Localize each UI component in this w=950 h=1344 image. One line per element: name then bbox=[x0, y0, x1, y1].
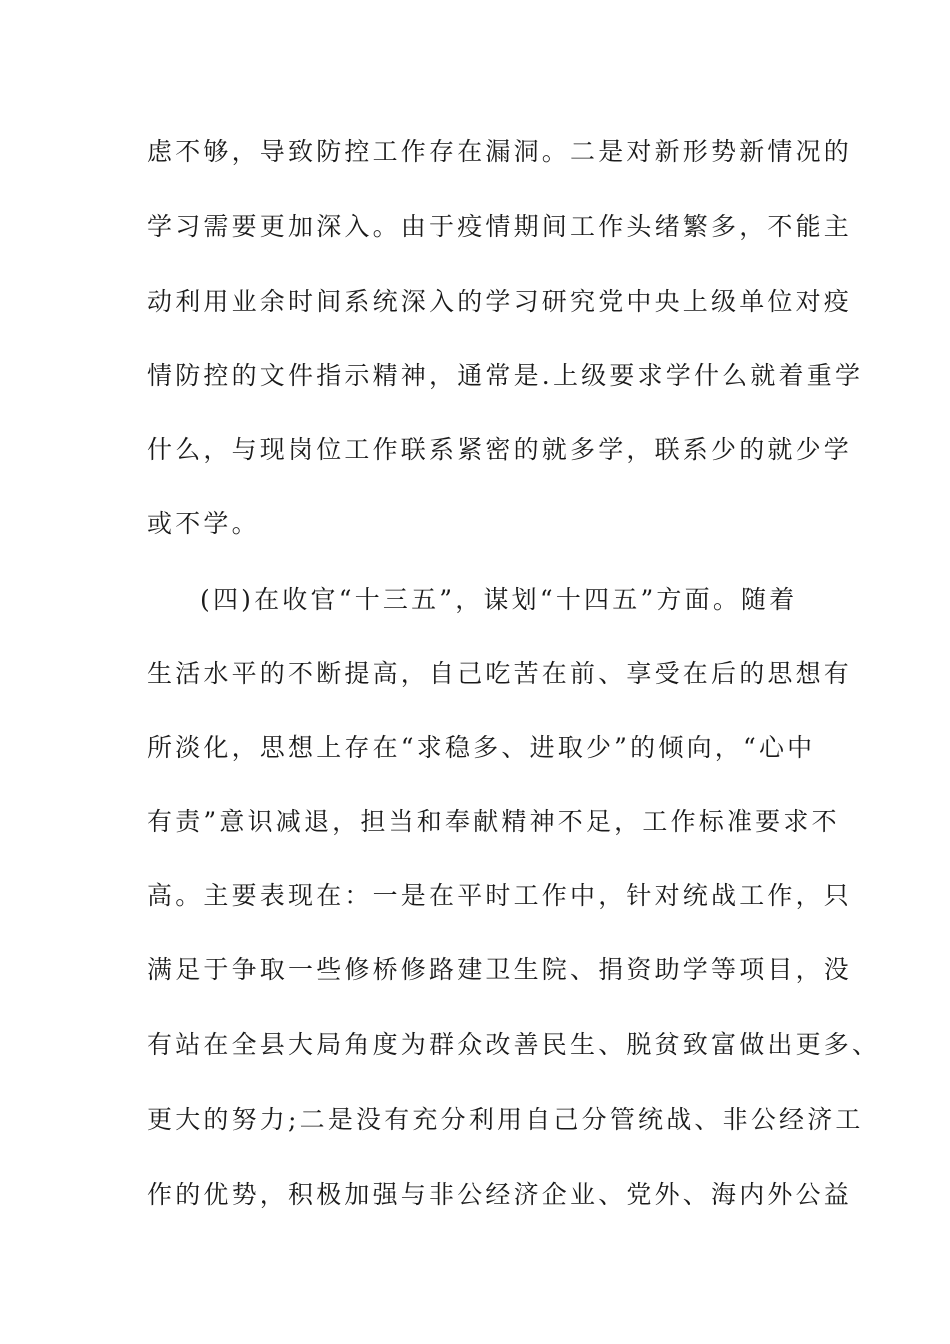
text-line: 高。主要表现在：一是在平时工作中，针对统战工作，只 bbox=[147, 881, 853, 910]
text-line: 动利用业余时间系统深入的学习研究党中央上级单位对疫 bbox=[147, 287, 853, 316]
text-line: 有站在全县大局角度为群众改善民生、脱贫致富做出更多、 bbox=[147, 1030, 881, 1059]
paragraph-heading-line: (四)在收官“十三五”，谋划“十四五”方面。随着 bbox=[200, 585, 798, 614]
text-line: 情防控的文件指示精神，通常是.上级要求学什么就着重学 bbox=[147, 361, 864, 390]
text-line: 什么，与现岗位工作联系紧密的就多学，联系少的就少学 bbox=[147, 435, 853, 464]
text-line: 有责”意识减退，担当和奉献精神不足，工作标准要求不 bbox=[147, 807, 840, 836]
text-line: 满足于争取一些修桥修路建卫生院、捐资助学等项目，没 bbox=[147, 955, 853, 984]
text-line: 生活水平的不断提高，自己吃苦在前、享受在后的思想有 bbox=[147, 659, 853, 688]
text-line: 虑不够，导致防控工作存在漏洞。二是对新形势新情况的 bbox=[147, 137, 853, 166]
text-line: 学习需要更加深入。由于疫情期间工作头绪繁多，不能主 bbox=[147, 212, 853, 241]
text-line: 或不学。 bbox=[147, 509, 260, 538]
text-line: 更大的努力;二是没有充分利用自己分管统战、非公经济工 bbox=[147, 1105, 864, 1134]
text-line: 作的优势，积极加强与非公经济企业、党外、海内外公益 bbox=[147, 1180, 853, 1209]
text-line: 所淡化，思想上存在“求稳多、进取少”的倾向，“心中 bbox=[147, 733, 816, 762]
